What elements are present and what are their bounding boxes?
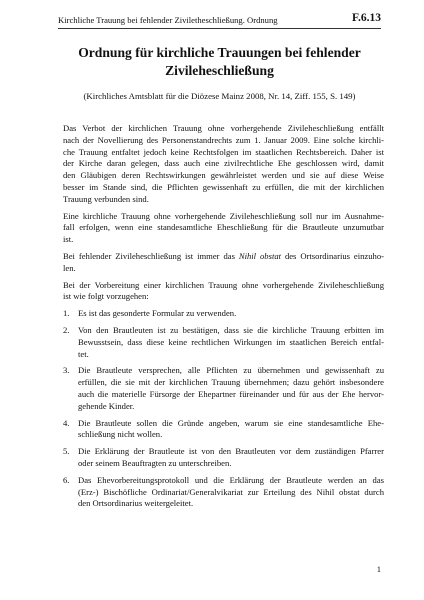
running-header: Kirchliche Trauung bei fehlender Ziviletheschließung. Ordnung [58,15,278,25]
nihil-obstat-term: Nihil obstat [238,250,282,261]
text-segment: des Ortsordinarius einzuho- [281,250,384,261]
section-number: F.6.13 [352,12,381,24]
paragraph-procedure [63,280,384,304]
list-number: 4. [63,417,70,428]
text-line: Das Verbot der kirchlichen Trauung ohne vorhergehende Zivileheschließung entfällt [63,123,384,133]
text-line: Die Brautleute versprechen, alle Pflichten zu übernehmen und gewissenhaft zu [78,365,384,376]
text-line: fall erfolgen, wenn eine standesamtliche Eheschließung für die Brautleute unzumutbar [63,222,384,233]
text-line [63,251,384,263]
text-line: oder seinem Beauftragten zu unterschreiben. [78,457,232,468]
text-line: erfüllen, die sie mit der kirchlichen Trauung übernehmen; dazu gehört insbesondere [78,377,384,388]
document-title [58,44,381,79]
text-line: besser im Stande sind, die Pflichten gewissenhaft zu erfüllen, die mit der kirchlichen [63,181,384,192]
text-line: (Erz-) Bischöfliche Ordinariat/Generalvikariat zur Erteilung des Nihil obstat durch [78,486,384,497]
document-body [63,123,384,515]
procedure-list [63,308,384,510]
text-line: Das Ehevorbereitungsprotokoll und die Erklärung der Brautleute werden an das [78,474,384,485]
list-number: 2. [63,324,70,335]
text-line: Von den Brautleuten ist zu bestätigen, dass sie die kirchliche Trauung erbitten im [78,324,384,335]
text-line: Trauung verbunden sind. [63,193,149,204]
paragraph-exception [63,211,384,246]
list-item [63,475,384,510]
paragraph-intro [63,123,384,206]
text-line: tet. [78,348,89,359]
document-source: (Kirchliches Amtsblatt für die Diözese Mainz 2008, Nr. 14, Ziff. 155, S. 149) [83,91,356,101]
text-line: Es ist das gesonderte Formular zu verwenden. [78,308,237,319]
paragraph-nihil-obstat [63,251,384,275]
text-line: ist wie folgt vorzugehen: [63,291,149,302]
title-line-2: Zivileheschließung [165,62,274,78]
text-line: Die Brautleute sollen die Gründe angeben, warum sie eine standesamtliche Ehe- [78,417,384,428]
text-line: len. [63,262,76,273]
text-line: den Ortsordinarius weitergeleitet. [78,498,194,509]
header-divider [58,28,381,29]
text-line: schließung nicht wollen. [78,429,163,440]
text-line: auch die materielle Fürsorge der Ehepartner füreinander und für aus der Ehe hervor- [78,388,384,399]
list-item [63,308,384,320]
list-item [63,446,384,470]
text-line: der Kirche daran gelegen, dass auch eine zivilrechtliche Ehe geschlossen wird, damit [63,158,384,169]
text-line: gehende Kinder. [78,400,135,411]
text-line: Die Erklärung der Brautleute ist von den Brautleuten vor dem zuständigen Pfarrer [78,446,384,457]
text-line: ist. [63,234,74,245]
list-item [63,365,384,412]
text-line: Eine kirchliche Trauung ohne vorhergehende Zivileheschließung soll nur im Ausnahme- [63,210,384,221]
list-number: 5. [63,446,70,457]
text-line: nach der Novellierung des Personenstandrechts zum 1. Januar 2009. Eine solche kirchli- [63,134,384,145]
text-segment: Bei fehlender Zivileheschließung ist immer das [63,250,239,261]
text-line: Bewusstsein, dass diese keine rechtlichen Wirkungen im staatlichen Bereich entfal- [78,336,384,347]
text-line: den Gläubigen deren Rechtswirkungen gewährleistet werden und sie auf diese Weise [63,170,384,181]
text-line: Bei der Vorbereitung einer kirchlichen Trauung ohne vorhergehende Zivileheschließung [63,279,384,290]
list-number: 6. [63,474,70,485]
list-item [63,325,384,360]
text-line: che Trauung entfaltet jedoch keine Rechtsfolgen im staatlichen Rechtsbereich. Daher ist [63,146,384,157]
page-number: 1 [376,564,381,574]
list-number: 3. [63,365,70,376]
title-line-1: Ordnung für kirchliche Trauungen bei fehlender [78,45,361,60]
list-item [63,418,384,442]
list-number: 1. [63,308,70,319]
